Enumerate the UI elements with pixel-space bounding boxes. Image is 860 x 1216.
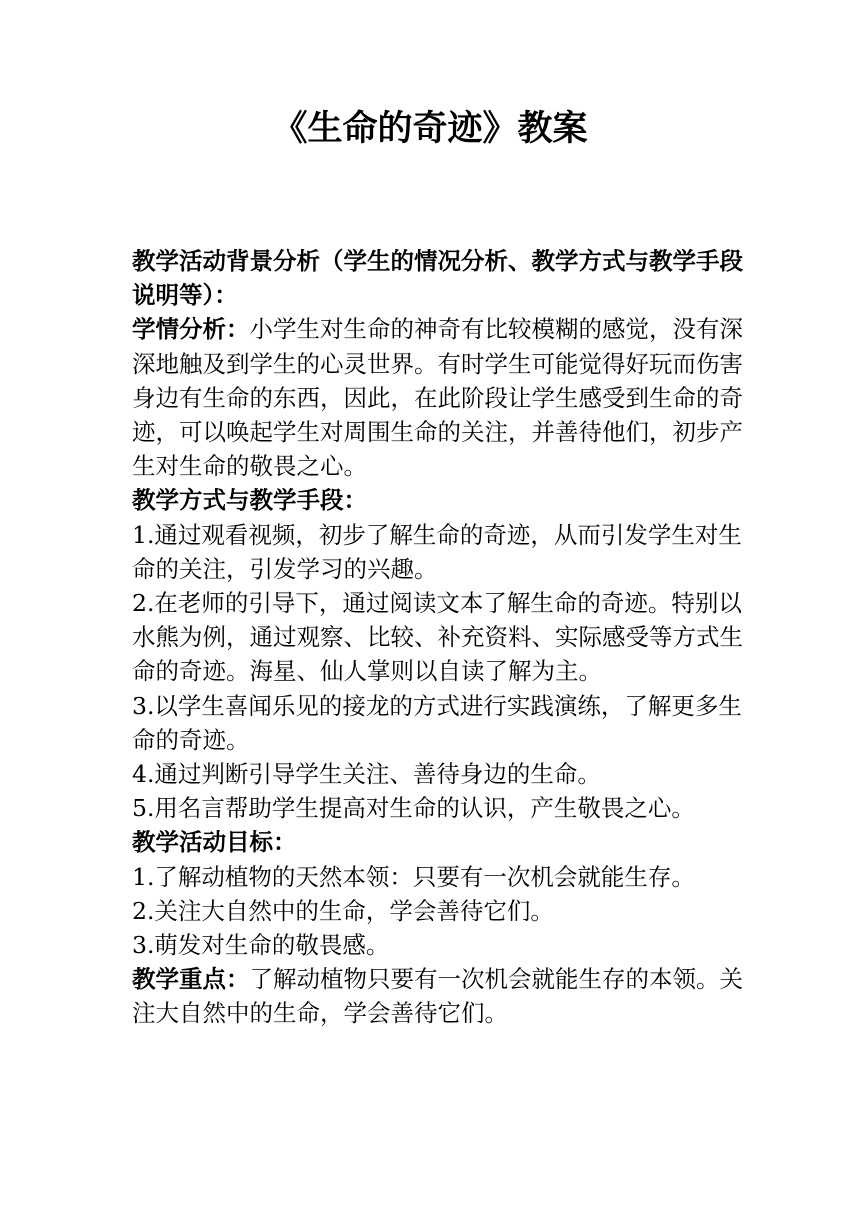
goal-item-1: 1.了解动植物的天然本领：只要有一次机会就能生存。 [132, 862, 695, 891]
method-item-4: 4.通过判断引导学生关注、善待身边的生命。 [132, 760, 601, 789]
key-text: 了解动植物只要有一次机会就能生存的本领。关注大自然中的生命，学会善待它们。 [132, 965, 743, 1028]
xueqing-label: 学情分析： [132, 315, 250, 344]
goal-item-3: 3.萌发对生命的敬畏感。 [132, 931, 390, 960]
method-item-3: 3.以学生喜闻乐见的接龙的方式进行实践演练，了解更多生命的奇迹。 [132, 691, 742, 754]
key-paragraph [132, 962, 744, 1030]
xueqing-paragraph [132, 312, 744, 483]
key-label: 教学重点： [132, 965, 250, 994]
background-heading: 教学活动背景分析（学生的情况分析、教学方式与教学手段说明等）： [132, 247, 743, 310]
goal-item-2: 2.关注大自然中的生命，学会善待它们。 [132, 896, 554, 925]
document-title: 《生命的奇迹》教案 [272, 109, 588, 149]
document-body [132, 244, 744, 1031]
goals-heading: 教学活动目标： [132, 828, 297, 857]
method-item-2: 2.在老师的引导下，通过阅读文本了解生命的奇迹。特别以水熊为例，通过观察、比较、补充资料、实际感受等方式生命的奇迹。海星、仙人掌则以自读了解为主。 [132, 589, 743, 686]
method-item-1: 1.通过观看视频，初步了解生命的奇迹，从而引发学生对生命的关注，引发学习的兴趣。 [132, 520, 742, 583]
xueqing-text: 小学生对生命的神奇有比较模糊的感觉，没有深深地触及到学生的心灵世界。有时学生可能觉得好玩而伤害身边有生命的东西，因此，在此阶段让学生感受到生命的奇迹，可以唤起学生对周围生命的关注，并善待他们，初步产生对生命的敬畏之心。 [132, 315, 743, 481]
method-item-5: 5.用名言帮助学生提高对生命的认识，产生敬畏之心。 [132, 794, 695, 823]
methods-heading: 教学方式与教学手段： [132, 486, 367, 515]
